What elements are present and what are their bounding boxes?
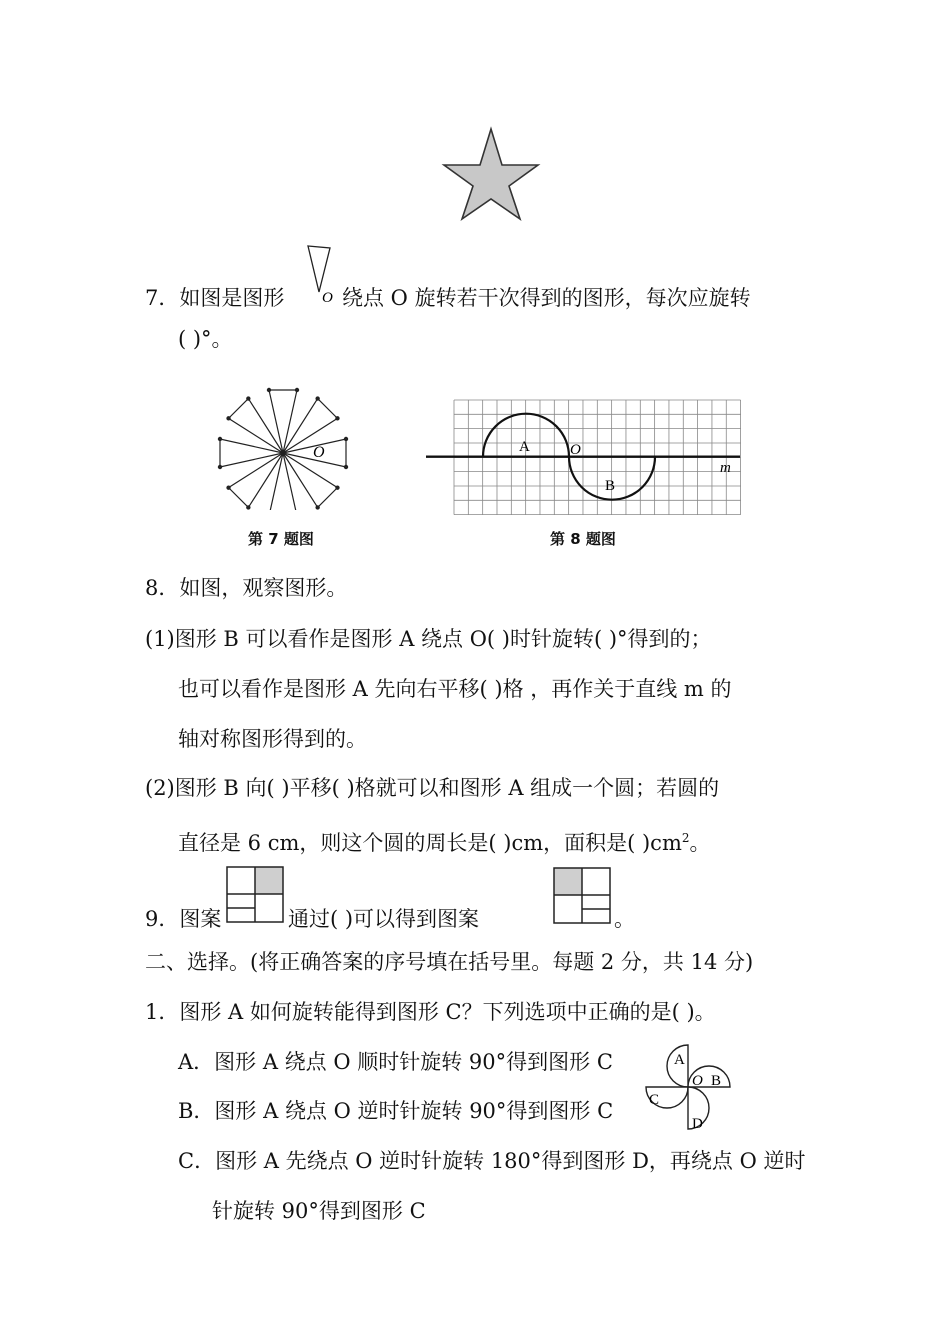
- section2-heading: 二、选择。(将正确答案的序号填在括号里。每题 2 分，共 14 分): [145, 950, 754, 974]
- q7-line1: [145, 283, 284, 313]
- q8-part2-line1: (2)图形 B 向( )平移( )格就可以和图形 A 组成一个圆；若圆的: [145, 776, 720, 800]
- q8-label-a: A: [519, 439, 530, 455]
- q7-rotated-triangle: [267, 388, 299, 453]
- q8-label-o: O: [570, 442, 581, 458]
- q8-part2-line2: [178, 823, 711, 858]
- q7-answer-blank: ( )°。: [178, 327, 233, 351]
- q9-pattern-2: [551, 866, 613, 926]
- q8-grid-figure: [420, 395, 750, 520]
- q7-rotated-triangle: [218, 437, 283, 469]
- q8-part2-text: 直径是 6 cm，则这个圆的周长是( )cm，面积是( )cm: [178, 831, 682, 855]
- q9-text-a: 9．图案: [145, 907, 222, 931]
- q7-figure-point-label: O: [313, 444, 325, 461]
- s2q1-label-d: D: [692, 1116, 703, 1132]
- q7-triangle-point-label: O: [322, 290, 333, 304]
- q8-caption: 第 8 题图: [550, 530, 616, 548]
- q7-text-b: 绕点 O 旋转若干次得到的图形，每次应旋转: [342, 286, 751, 310]
- star-figure: [440, 125, 542, 223]
- q7-text-a: 7．如图是图形: [145, 286, 285, 310]
- q8-part1-line2: 也可以看作是图形 A 先向右平移( )格 ，再作关于直线 m 的: [178, 677, 732, 701]
- q7-line1-rest: [342, 283, 751, 313]
- q7-caption: 第 7 题图: [248, 530, 314, 548]
- s2q1-label-c: C: [649, 1092, 660, 1108]
- q7-rotated-triangle: [267, 453, 299, 510]
- s2q1-pinwheel-figure: [630, 1038, 745, 1140]
- q9-pattern-1: [224, 865, 286, 925]
- s2q1-option-c-line2: 针旋转 90°得到图形 C: [212, 1199, 426, 1223]
- s2q1-label-o: O: [692, 1073, 703, 1089]
- q8-part2-end: 。: [689, 831, 711, 855]
- q9-text-b: 通过( )可以得到图案: [288, 907, 480, 931]
- q8-part1-line1: (1)图形 B 可以看作是图形 A 绕点 O( )时针旋转( )°得到的；: [145, 627, 712, 651]
- q8-label-b: B: [605, 478, 616, 494]
- s2q1-option-c-line1: C．图形 A 先绕点 O 逆时针旋转 180°得到图形 D，再绕点 O 逆时: [178, 1149, 806, 1173]
- q8-label-m: m: [720, 460, 731, 476]
- s2q1-option-a: A．图形 A 绕点 O 顺时针旋转 90°得到图形 C: [178, 1050, 613, 1074]
- s2q1-stem: 1．图形 A 如何旋转能得到图形 C？下列选项中正确的是( )。: [145, 1000, 716, 1024]
- q7-line2: [178, 324, 233, 354]
- q8-part1-line3: 轴对称图形得到的。: [178, 727, 367, 751]
- s2q1-label-b: B: [711, 1073, 722, 1089]
- s2q1-label-a: A: [674, 1052, 685, 1068]
- q8-part2-superscript: 2: [681, 831, 690, 845]
- q9-text-c: 。: [614, 907, 635, 931]
- s2q1-option-b: B．图形 A 绕点 O 逆时针旋转 90°得到图形 C: [178, 1099, 614, 1123]
- q7-triangle-shape: [300, 242, 344, 304]
- q8-stem: 8．如图，观察图形。: [145, 576, 348, 600]
- q7-rotation-figure: [212, 380, 357, 510]
